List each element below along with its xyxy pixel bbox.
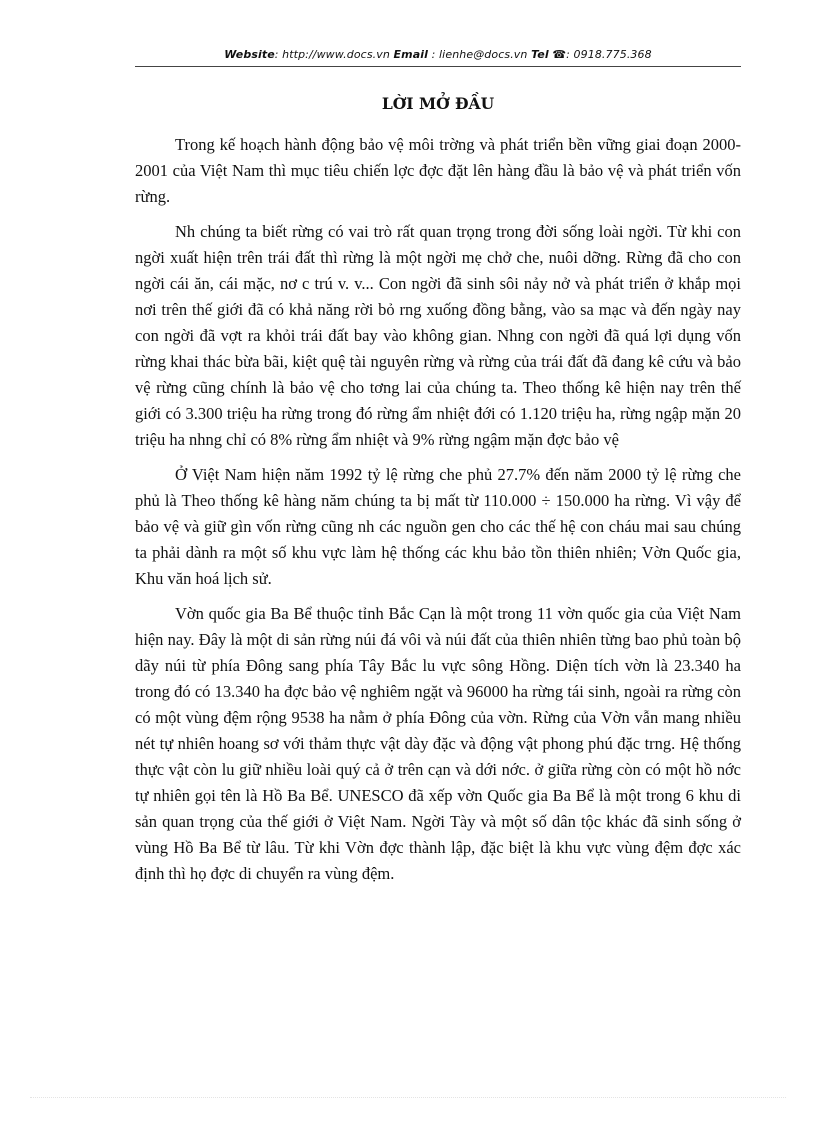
footer-divider — [30, 1097, 786, 1098]
tel-label: Tel — [531, 48, 549, 61]
website-label: Website — [224, 48, 275, 61]
paragraph: Trong kế hoạch hành động bảo vệ môi trờng và phát triển bền vững giai đoạn 2000-2001 của Việt Nam thì mục tiêu chiến lợc đợc đặt lên hàng đầu là bảo vệ và phát triển vốn rừng. — [135, 135, 741, 206]
document-body — [135, 132, 741, 896]
email-label: Email — [393, 48, 428, 61]
paragraph: Ở Việt Nam hiện năm 1992 tỷ lệ rừng che phủ 27.7% đến năm 2000 tỷ lệ rừng che phủ là Theo thống kê hàng năm chúng ta bị mất từ 110.000 ÷ 150.000 ha rừng. Vì vậy để bảo vệ và giữ gìn vốn rừng cũng nh các nguồn gen cho các thế hệ con cháu mai sau chúng ta phải dành ra một số khu vực làm hệ thống các khu bảo tồn thiên nhiên; Vờn Quốc gia, Khu văn hoá lịch sử. — [135, 465, 741, 588]
header-divider — [135, 66, 741, 67]
paragraph: Vờn quốc gia Ba Bể thuộc tỉnh Bắc Cạn là một trong 11 vờn quốc gia của Việt Nam hiện nay. Đây là một di sản rừng núi đá vôi và núi đất của thiên nhiên từng bao phủ toàn bộ dãy núi từ phía Đông sang phía Tây Bắc lu vực sông Hồng. Diện tích vờn là 23.340 ha trong đó có 13.340 ha đợc bảo vệ nghiêm ngặt và 96000 ha rừng tái sinh, ngoài ra rừng còn có một vùng đệm rộng 9538 ha nằm ở phía Đông của vờn. Rừng của Vờn vẫn mang nhiều nét tự nhiên hoang sơ với thảm thực vật dày đặc và động vật phong phú đặc trng. Hệ thống thực vật còn lu giữ nhiều loài quý cả ở trên cạn và dới nớc. ở giữa rừng còn có một hồ nớc tự nhiên gọi tên là Hồ Ba Bể. UNESCO đã xếp vờn Quốc gia Ba Bể là một trong 6 khu di sản quan trọng của thế giới ở Việt Nam. Ngời Tày và một số dân tộc khác đã sinh sống ở vùng Hồ Ba Bể từ lâu. Từ khi Vờn đợc thành lập, đặc biệt là khu vực vùng đệm đợc xác định thì họ đợc di chuyển ra vùng đệm. — [135, 604, 741, 883]
tel-value: : 0918.775.368 — [566, 48, 652, 61]
page-header — [135, 48, 741, 61]
phone-icon: ☎ — [552, 48, 567, 61]
paragraph: Nh chúng ta biết rừng có vai trò rất quan trọng trong đời sống loài ngời. Từ khi con ngời xuất hiện trên trái đất thì rừng là một ngời mẹ chở che, nuôi dỡng. Rừng đã cho con ngời cái ăn, cái mặc, nơ c trú v. v... Con ngời đã sinh sôi nảy nở và phát triển ở khắp mọi nơi trên thế giới đã có khả năng rời bỏ rng xuống đồng bằng, vào sa mạc và đến ngày nay con ngời đã vợt ra khỏi trái đất bay vào không gian. Nhng con ngời đã quá lợi dụng vốn rừng khai thác bừa bãi, kiệt quệ tài nguyên rừng và rừng của trái đất đã đang kê cứu và bảo vệ rừng cũng chính là bảo vệ cho tơng lai của chúng ta. Theo thống kê hiện nay trên thế giới có 3.300 triệu ha rừng trong đó rừng ẩm nhiệt đới có 1.120 triệu ha, rừng ngập mặn 20 triệu ha nhng chỉ có 8% rừng ẩm nhiệt và 9% rừng ngậm mặn đợc bảo vệ — [135, 222, 741, 449]
page-title: LỜI MỞ ĐẦU — [381, 94, 495, 113]
email-value: : lienhe@docs.vn — [431, 48, 528, 61]
website-value: : http://www.docs.vn — [274, 48, 390, 61]
